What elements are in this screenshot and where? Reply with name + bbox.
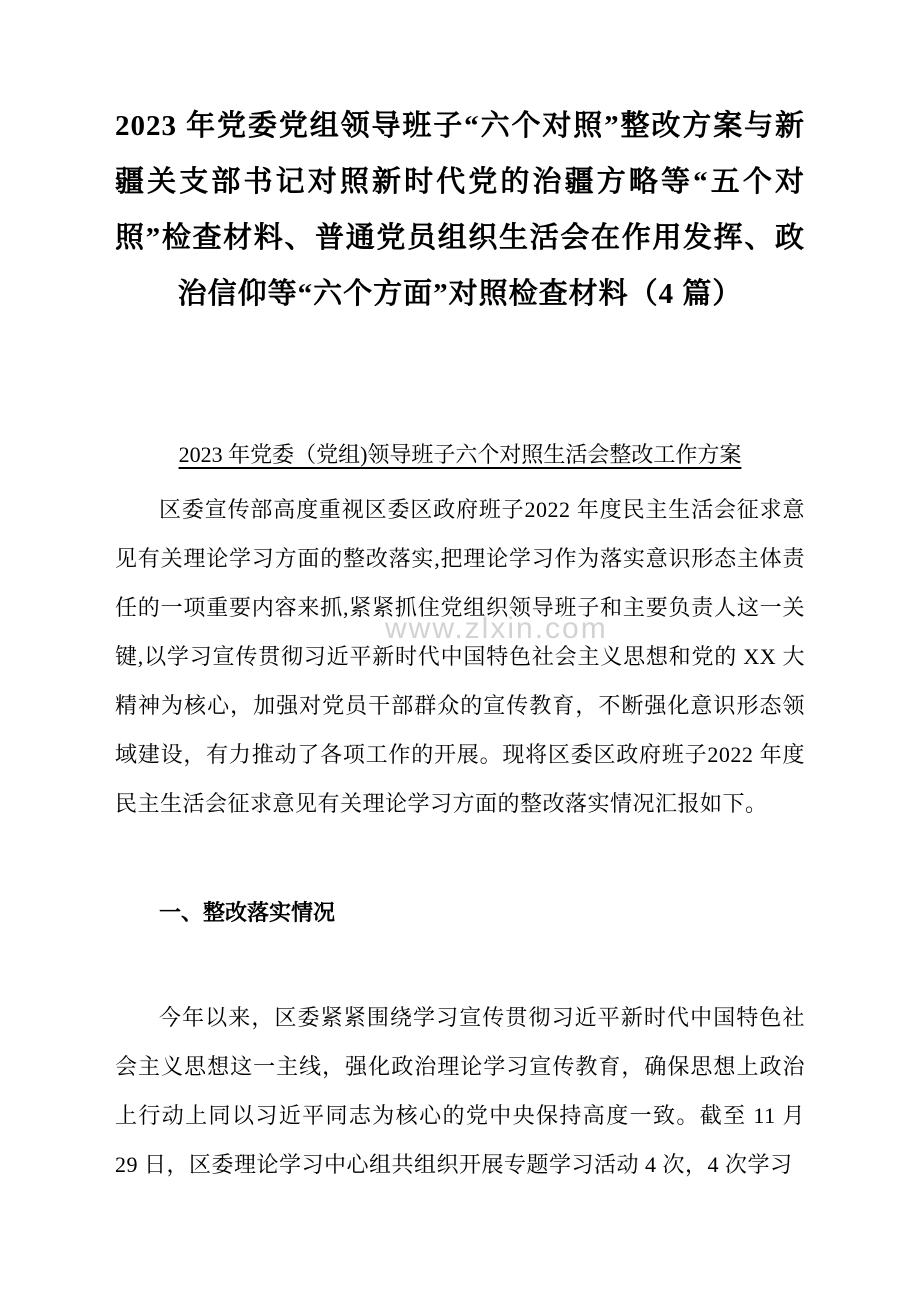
document-title: 2023 年党委党组领导班子“六个对照”整改方案与新疆关支部书记对照新时代党的治疆方略等“五个对照”检查材料、普通党员组织生活会在作用发挥、政治信仰等“六个方面”对照检查材料（4 篇） bbox=[115, 110, 805, 310]
plan-heading: 2023 年党委（党组)领导班子六个对照生活会整改工作方案 bbox=[178, 442, 742, 467]
paragraph-2: 今年以来，区委紧紧围绕学习宣传贯彻习近平新时代中国特色社会主义思想这一主线，强化政治理论学习宣传教育，确保思想上政治上行动上同以习近平同志为核心的党中央保持高度一致。截至 11 月 29 日，区委理论学习中心组共组织开展专题学习活动 4 次，4 次学习 bbox=[115, 1005, 805, 1177]
document-body bbox=[115, 430, 805, 1189]
paragraph-1: 区委宣传部高度重视区委区政府班子2022 年度民主生活会征求意见有关理论学习方面的整改落实,把理论学习作为落实意识形态主体责任的一项重要内容来抓,紧紧抓住党组织领导班子和主要负责人这一关键,以学习宣传贯彻习近平新时代中国特色社会主义思想和党的 XX 大精神为核心，加强对党员干部群众的宣传教育，不断强化意识形态领域建设，有力推动了各项工作的开展。现将区委区政府班子2022 年度民主生活会征求意见有关理论学习方面的整改落实情况汇报如下。 bbox=[115, 497, 805, 816]
section-1-heading: 一、整改落实情况 bbox=[159, 900, 336, 925]
watermark: www.zlxin.com bbox=[385, 612, 608, 645]
